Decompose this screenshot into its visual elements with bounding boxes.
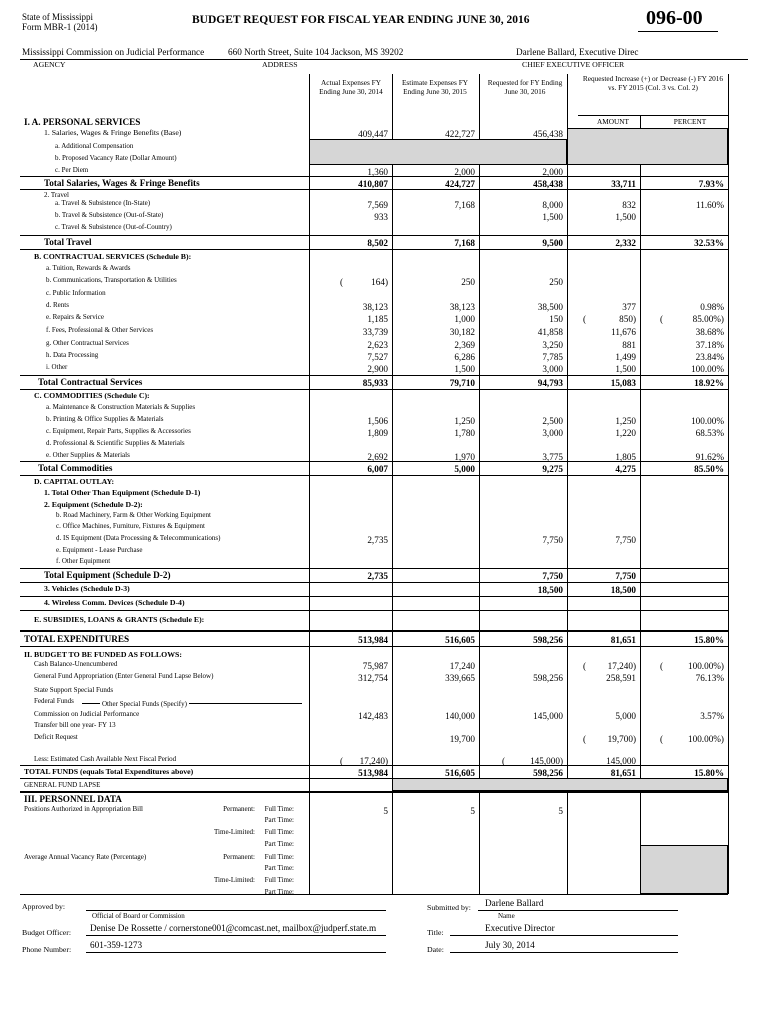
col4-header: Requested Increase (+) or Decrease (-) FY 2016 vs. FY 2015 (Col. 3 vs. Col. 2) xyxy=(582,74,724,92)
cell-c1: 409,447 xyxy=(358,129,388,139)
cell-c3: 7,785 xyxy=(542,352,563,362)
open-paren: ( xyxy=(502,756,506,766)
row-label: Cash Balance-Unencumbered xyxy=(34,660,118,668)
cell-c3: 598,256 xyxy=(533,635,563,645)
agency-line xyxy=(20,59,748,60)
cell-c3: 2,500 xyxy=(542,416,563,426)
cell-c1: 6,007 xyxy=(367,464,388,474)
cell-c3: 3,000 xyxy=(542,364,563,374)
row-label: c. Equipment, Repair Parts, Supplies & Accessories xyxy=(46,427,191,435)
row-rule xyxy=(20,568,728,569)
col-divider xyxy=(567,74,568,894)
row-label: Total Equipment (Schedule D-2) xyxy=(44,570,171,580)
cell-pct: 100.00%) xyxy=(688,661,724,671)
row-rule xyxy=(20,375,728,376)
personnel-type: Time-Limited: xyxy=(214,828,255,836)
row-label: Average Annual Vacancy Rate (Percentage) xyxy=(24,853,147,861)
shaded-cell xyxy=(309,139,567,165)
cell-c3: 2,000 xyxy=(542,167,563,177)
cell-amt: 81,651 xyxy=(610,635,636,645)
row-label: II. BUDGET TO BE FUNDED AS FOLLOWS: xyxy=(24,650,182,659)
personnel-type: Permanent: xyxy=(223,805,255,813)
cell-amt: 881 xyxy=(622,340,636,350)
personnel-time: Part Time: xyxy=(264,816,294,824)
cell-amt: 850) xyxy=(619,314,636,324)
cell-c1: 2,900 xyxy=(367,364,388,374)
cell-amt: 5,000 xyxy=(615,711,636,721)
cell-c2: 6,286 xyxy=(454,352,475,362)
row-label: 2. Equipment (Schedule D-2): xyxy=(44,500,143,509)
cell-pct: 18.92% xyxy=(694,378,724,388)
cell-c3: 456,438 xyxy=(533,129,563,139)
row-rule xyxy=(20,894,728,895)
ceo-caption: CHIEF EXECUTIVE OFFICER xyxy=(522,60,625,69)
row-rule xyxy=(20,630,728,632)
cell-amt: 258,591 xyxy=(606,673,636,683)
personnel-time: Part Time: xyxy=(264,840,294,848)
cell-c1: 933 xyxy=(374,212,388,222)
col2-header: Estimate Expenses FY Ending June 30, 2015 xyxy=(401,78,469,96)
row-label: d. IS Equipment (Data Processing & Telecommunications) xyxy=(56,534,221,542)
cell-c1: 8,502 xyxy=(367,238,388,248)
open-paren: ( xyxy=(340,756,344,766)
col3-header: Requested for FY Ending June 30, 2016 xyxy=(487,78,563,96)
cell-c2: 19,700 xyxy=(449,734,475,744)
address-caption: ADDRESS xyxy=(262,60,298,69)
cell-c3: 18,500 xyxy=(537,585,563,595)
row-label: c. Per Diem xyxy=(55,166,89,174)
shaded-cell xyxy=(392,778,728,791)
row-label: g. Other Contractual Services xyxy=(46,339,129,347)
cell-c2: 7,168 xyxy=(454,238,475,248)
cell-c3: 3,250 xyxy=(542,340,563,350)
cell-amt: 1,805 xyxy=(615,452,636,462)
cell-pct: 3.57% xyxy=(700,711,724,721)
row-label: 1. Salaries, Wages & Fringe Benefits (Base) xyxy=(44,128,182,137)
cell-amt: 1,499 xyxy=(615,352,636,362)
row-label: b. Proposed Vacancy Rate (Dollar Amount) xyxy=(55,154,177,162)
cell-c3: 458,438 xyxy=(533,179,563,189)
title-line xyxy=(450,935,678,936)
row-rule xyxy=(20,389,728,390)
personnel-time: Full Time: xyxy=(264,853,294,861)
cell-c3: 9,500 xyxy=(542,238,563,248)
row-label: I. A. PERSONAL SERVICES xyxy=(24,117,141,127)
cell-c3: 598,256 xyxy=(533,768,563,778)
row-label: 1. Total Other Than Equipment (Schedule D-1) xyxy=(44,488,201,497)
cell-c1: 1,185 xyxy=(367,314,388,324)
cell-amt: 17,240) xyxy=(607,661,636,671)
open-paren: ( xyxy=(583,734,587,744)
row-label: c. Travel & Subsistence (Out-of-Country) xyxy=(55,223,172,231)
row-label: a. Additional Compensation xyxy=(55,142,134,150)
row-rule xyxy=(20,791,728,793)
cell-c2: 1,500 xyxy=(454,364,475,374)
percent-header: PERCENT xyxy=(673,117,707,126)
cell-c2: 1,000 xyxy=(454,314,475,324)
cell-c1: 1,360 xyxy=(367,167,388,177)
agency-caption: AGENCY xyxy=(33,60,66,69)
open-paren: ( xyxy=(660,314,664,324)
row-label: f. Other Equipment xyxy=(56,557,111,565)
col4-subline xyxy=(578,115,728,116)
col-divider xyxy=(309,74,310,894)
cell-pct: 68.53% xyxy=(695,428,724,438)
row-label: e. Other Supplies & Materials xyxy=(46,451,130,459)
personnel-time: Part Time: xyxy=(264,888,294,896)
cell-c1: 33,739 xyxy=(362,327,388,337)
cell-c2: 516,605 xyxy=(445,768,475,778)
cell-c1: 17,240) xyxy=(359,756,388,766)
row-rule xyxy=(20,596,728,597)
cell-c2: 1,250 xyxy=(454,416,475,426)
personnel-type: Permanent: xyxy=(223,853,255,861)
cell-c3: 250 xyxy=(549,277,563,287)
row-label: Less: Estimated Cash Available Next Fiscal Period xyxy=(34,755,177,763)
shaded-cell xyxy=(640,845,728,894)
cell-c1: 142,483 xyxy=(358,711,388,721)
cell-c3: 1,500 xyxy=(542,212,563,222)
row-label: a. Tuition, Rewards & Awards xyxy=(46,264,131,272)
row-label: 2. Travel xyxy=(44,191,69,199)
open-paren: ( xyxy=(583,661,587,671)
date-label: Date: xyxy=(427,945,444,954)
cell-c1: 7,569 xyxy=(367,200,388,210)
cell-pct: 38.68% xyxy=(695,327,724,337)
open-paren: ( xyxy=(660,734,664,744)
cell-c1: 2,623 xyxy=(367,340,388,350)
cell-amt: 1,220 xyxy=(615,428,636,438)
row-label: State Support Special Funds xyxy=(34,686,114,694)
row-rule xyxy=(20,189,728,190)
phone-line xyxy=(86,952,386,953)
cell-c3: 5 xyxy=(558,806,563,816)
cell-pct: 15.80% xyxy=(694,635,724,645)
open-paren: ( xyxy=(660,661,664,671)
row-rule xyxy=(20,646,728,647)
cell-c3: 3,775 xyxy=(542,452,563,462)
budget-officer-line xyxy=(86,935,386,936)
ceo-name: Darlene Ballard, Executive Direc xyxy=(516,47,639,57)
doc-number-underline xyxy=(638,31,718,32)
date-line xyxy=(450,952,678,953)
submitted-by-label: Submitted by: xyxy=(427,903,471,912)
col-divider xyxy=(728,74,729,894)
cell-amt: 145,000 xyxy=(606,756,636,766)
official-caption: Official of Board or Commission xyxy=(92,912,185,920)
cell-c3: 145,000) xyxy=(530,756,563,766)
cell-c1: 38,123 xyxy=(362,302,388,312)
cell-pct: 91.62% xyxy=(695,452,724,462)
row-label: Commission on Judicial Performance xyxy=(34,710,140,718)
row-label: a. Maintenance & Construction Materials & Supplies xyxy=(46,403,196,411)
row-rule xyxy=(20,249,728,250)
row-label: b. Communications, Transportation & Utilities xyxy=(46,276,177,284)
cell-c2: 38,123 xyxy=(449,302,475,312)
cell-pct: 100.00% xyxy=(691,364,724,374)
cell-pct: 100.00% xyxy=(691,416,724,426)
cell-c1: 85,933 xyxy=(362,378,388,388)
row-label: b. Printing & Office Supplies & Materials xyxy=(46,415,164,423)
row-label: 4. Wireless Comm. Devices (Schedule D-4) xyxy=(44,598,185,607)
cell-c1: 7,527 xyxy=(367,352,388,362)
cell-c1: 513,984 xyxy=(358,768,388,778)
row-label: E. SUBSIDIES, LOANS & GRANTS (Schedule E): xyxy=(34,615,205,624)
cell-c2: 1,970 xyxy=(454,452,475,462)
cell-amt: 7,750 xyxy=(615,535,636,545)
phone-value: 601-359-1273 xyxy=(90,940,143,950)
row-rule xyxy=(20,235,728,236)
cell-c2: 1,780 xyxy=(454,428,475,438)
state-label: State of Mississippi xyxy=(22,12,94,22)
row-label: B. CONTRACTUAL SERVICES (Schedule B): xyxy=(34,252,192,261)
cell-c2: 2,000 xyxy=(454,167,475,177)
col-divider xyxy=(392,74,393,894)
cell-c1: 1,809 xyxy=(367,428,388,438)
cell-c2: 516,605 xyxy=(445,635,475,645)
cell-c3: 94,793 xyxy=(537,378,563,388)
row-label: III. PERSONNEL DATA xyxy=(24,794,122,804)
cell-c2: 339,665 xyxy=(445,673,475,683)
doc-number: 096-00 xyxy=(646,7,703,29)
cell-c2: 30,182 xyxy=(449,327,475,337)
amount-header: AMOUNT xyxy=(596,117,630,126)
cell-c1: 164) xyxy=(371,277,388,287)
row-label: TOTAL FUNDS (equals Total Expenditures above) xyxy=(24,767,194,776)
row-label: TOTAL EXPENDITURES xyxy=(24,634,130,644)
cell-c2: 422,727 xyxy=(445,129,475,139)
open-paren: ( xyxy=(340,277,344,287)
phone-label: Phone Number: xyxy=(22,945,72,954)
cell-c2: 79,710 xyxy=(449,378,475,388)
row-label: e. Equipment - Lease Purchase xyxy=(56,546,143,554)
cell-pct: 23.84% xyxy=(695,352,724,362)
cell-amt: 1,500 xyxy=(615,212,636,222)
row-label: Total Commodities xyxy=(38,463,113,473)
personnel-type: Time-Limited: xyxy=(214,876,255,884)
row-label: Federal Funds xyxy=(34,697,74,705)
cell-c2: 17,240 xyxy=(449,661,475,671)
cell-c1: 2,735 xyxy=(367,535,388,545)
cell-pct: 37.18% xyxy=(695,340,724,350)
row-label: e. Repairs & Service xyxy=(46,313,104,321)
row-rule xyxy=(20,475,728,476)
row-label: c. Public Information xyxy=(46,289,106,297)
row-label: C. COMMODITIES (Schedule C): xyxy=(34,391,150,400)
other-special-funds-label: Other Special Funds (Specify) xyxy=(102,700,187,708)
row-label: c. Office Machines, Furniture, Fixtures & Equipment xyxy=(56,522,205,530)
cell-pct: 85.00%) xyxy=(692,314,724,324)
cell-c1: 410,807 xyxy=(358,179,388,189)
personnel-time: Full Time: xyxy=(264,805,294,813)
row-label: Total Travel xyxy=(44,237,92,247)
cell-c3: 38,500 xyxy=(537,302,563,312)
row-label: b. Road Machinery, Farm & Other Working Equipment xyxy=(56,511,211,519)
cell-amt: 832 xyxy=(622,200,636,210)
personnel-time: Full Time: xyxy=(264,828,294,836)
agency-address: 660 North Street, Suite 104 Jackson, MS 39202 xyxy=(228,47,404,57)
cell-amt: 18,500 xyxy=(610,585,636,595)
cell-amt: 81,651 xyxy=(610,768,636,778)
cell-c3: 8,000 xyxy=(542,200,563,210)
cell-c3: 7,750 xyxy=(542,571,563,581)
cell-c3: 9,275 xyxy=(542,464,563,474)
cell-c1: 1,506 xyxy=(367,416,388,426)
form-title: BUDGET REQUEST FOR FISCAL YEAR ENDING JUNE 30, 2016 xyxy=(192,14,530,26)
cell-pct: 100.00%) xyxy=(688,734,724,744)
cell-amt: 4,275 xyxy=(615,464,636,474)
col-divider xyxy=(479,74,480,894)
cell-c1: 2,692 xyxy=(367,452,388,462)
personnel-time: Part Time: xyxy=(264,864,294,872)
cell-pct: 7.93% xyxy=(698,179,724,189)
cell-amt: 7,750 xyxy=(615,571,636,581)
cell-c2: 2,369 xyxy=(454,340,475,350)
form-label: Form MBR-1 (2014) xyxy=(22,22,98,32)
cell-c3: 41,858 xyxy=(537,327,563,337)
date-value: July 30, 2014 xyxy=(485,940,535,950)
cell-amt: 1,500 xyxy=(615,364,636,374)
cell-c1: 5 xyxy=(383,806,388,816)
row-label: Positions Authorized in Appropriation Bill xyxy=(24,805,143,813)
row-label: a. Travel & Subsistence (In-State) xyxy=(55,199,151,207)
row-label: GENERAL FUND LAPSE xyxy=(24,781,101,789)
name-caption: Name xyxy=(498,912,515,920)
budget-officer-value: Denise De Rossette / cornerstone001@comcast.net, mailbox@judperf.state.m xyxy=(90,923,377,933)
cell-amt: 2,332 xyxy=(615,238,636,248)
row-label: D. CAPITAL OUTLAY: xyxy=(34,477,115,486)
cell-amt: 33,711 xyxy=(611,179,636,189)
approved-by-line xyxy=(86,910,386,911)
row-label: General Fund Appropriation (Enter General Fund Lapse Below) xyxy=(34,672,214,680)
cell-c2: 7,168 xyxy=(454,200,475,210)
shaded-cell xyxy=(567,128,728,165)
col1-header: Actual Expenses FY Ending June 30, 2014 xyxy=(319,78,383,96)
cell-amt: 377 xyxy=(622,302,636,312)
row-label: Total Contractual Services xyxy=(38,377,143,387)
cell-amt: 11,676 xyxy=(611,327,636,337)
row-label: d. Professional & Scientific Supplies & Materials xyxy=(46,439,185,447)
row-label: Transfer bill one year- FY 13 xyxy=(34,721,116,729)
open-paren: ( xyxy=(583,314,587,324)
cell-c3: 598,256 xyxy=(533,673,563,683)
cell-c3: 150 xyxy=(549,314,563,324)
cell-amt: 19,700) xyxy=(607,734,636,744)
cell-c1: 75,987 xyxy=(362,661,388,671)
agency-name: Mississippi Commission on Judicial Performance xyxy=(22,47,205,57)
cell-pct: 15.80% xyxy=(694,768,724,778)
cell-c3: 7,750 xyxy=(542,535,563,545)
cell-c2: 250 xyxy=(461,277,475,287)
cell-c3: 145,000 xyxy=(533,711,563,721)
approved-by-label: Approved by: xyxy=(22,902,66,911)
row-rule xyxy=(20,582,728,583)
submitted-by-line xyxy=(478,910,678,911)
cell-c1: 513,984 xyxy=(358,635,388,645)
row-label: Deficit Request xyxy=(34,733,78,741)
title-value: Executive Director xyxy=(485,923,555,933)
row-label: i. Other xyxy=(46,363,68,371)
cell-pct: 85.50% xyxy=(694,464,724,474)
cell-amt: 15,083 xyxy=(610,378,636,388)
personnel-time: Full Time: xyxy=(264,876,294,884)
cell-pct: 11.60% xyxy=(696,200,724,210)
cell-c2: 5,000 xyxy=(454,464,475,474)
cell-pct: 76.13% xyxy=(695,673,724,683)
budget-officer-label: Budget Officer: xyxy=(22,928,72,937)
cell-c2: 424,727 xyxy=(445,179,475,189)
row-label: d. Rents xyxy=(46,301,69,309)
cell-pct: 32.53% xyxy=(694,238,724,248)
row-label: Total Salaries, Wages & Fringe Benefits xyxy=(44,178,200,188)
row-rule xyxy=(20,778,728,779)
submitted-by-value: Darlene Ballard xyxy=(485,898,544,908)
cell-c2: 140,000 xyxy=(445,711,475,721)
cell-c3: 3,000 xyxy=(542,428,563,438)
row-label: f. Fees, Professional & Other Services xyxy=(46,326,154,334)
cell-c2: 5 xyxy=(470,806,475,816)
row-label: 3. Vehicles (Schedule D-3) xyxy=(44,584,130,593)
row-rule xyxy=(20,610,728,611)
row-label: b. Travel & Subsistence (Out-of-State) xyxy=(55,211,164,219)
cell-c1: 2,735 xyxy=(367,571,388,581)
title-label: Title: xyxy=(427,928,444,937)
cell-pct: 0.98% xyxy=(700,302,724,312)
cell-c1: 312,754 xyxy=(358,673,388,683)
cell-amt: 1,250 xyxy=(615,416,636,426)
row-label: h. Data Processing xyxy=(46,351,99,359)
